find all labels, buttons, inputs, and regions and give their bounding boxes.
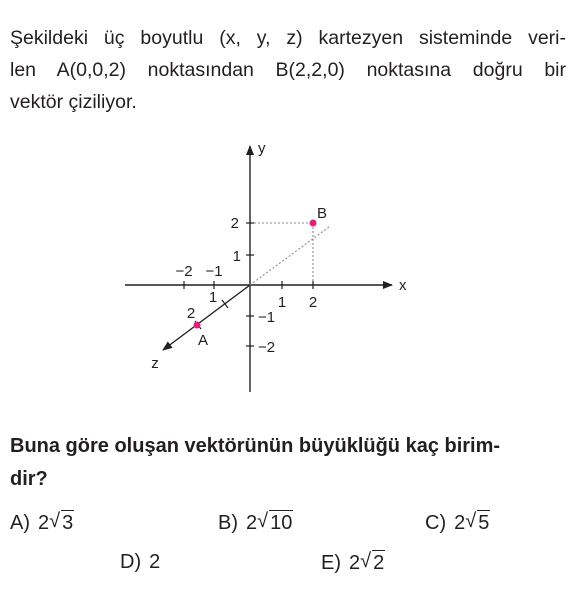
choice-e-coefficient: 2 [349,552,361,574]
point-a-label: A [197,332,209,349]
choice-d-label: D) [120,551,142,573]
choice-b[interactable] [218,510,293,535]
choice-c[interactable] [425,510,490,535]
z-axis-label: z [151,355,159,372]
choice-a-label: A) [10,512,30,534]
choice-a[interactable] [10,510,74,535]
question-prompt [10,430,566,496]
choice-e-radicand: 2 [373,552,385,574]
z-tick-label: 2 [186,305,196,322]
choice-d-value: 2 [149,551,161,573]
choice-c-coefficient: 2 [454,512,466,534]
choice-e-label: E) [321,552,341,574]
z-tick-label: 1 [208,289,218,306]
square-root [49,510,74,535]
choice-b-radicand: 10 [270,512,293,534]
choice-c-label: C) [425,512,447,534]
radical-sign-icon: √ [257,510,269,532]
square-root [257,510,293,535]
x-tick-label: −1 [205,263,223,280]
choice-c-radicand: 5 [478,512,490,534]
prompt-line-1: Buna göre oluşan vektörünün büyüklüğü kaç birim- [10,435,501,457]
radical-sign-icon: √ [465,510,477,532]
y-axis-label: y [258,140,266,157]
prompt-line-2: dir? [10,468,48,490]
x-tick-label: 1 [277,294,287,311]
choice-e[interactable] [321,550,385,575]
x-axis-label: x [399,277,407,294]
stem-line-1: Şekildeki üç boyutlu (x, y, z) kartezyen sisteminde veri- [10,27,566,49]
choice-b-label: B) [218,512,238,534]
x-tick-label: 2 [308,294,318,311]
point-b-label: B [316,205,328,222]
square-root [360,550,385,575]
y-tick-label: −2 [258,339,276,356]
y-tick-label: −1 [258,309,276,326]
x-tick-label: −2 [175,263,193,280]
choice-b-coefficient: 2 [246,512,258,534]
diagonal-dashed-line [250,227,329,285]
radical-sign-icon: √ [360,550,372,572]
y-tick-label: 1 [232,248,241,265]
z-tick-mark [222,300,228,308]
choice-d[interactable] [120,550,160,574]
stem-line-2: len A(0,0,2) noktasından B(2,2,0) noktasına doğru bir [10,59,566,81]
y-tick-label: 2 [230,215,239,232]
point-b-marker [310,220,317,227]
square-root [465,510,490,535]
choice-a-coefficient: 2 [38,512,50,534]
radical-sign-icon: √ [49,510,61,532]
stem-line-3: vektör çiziliyor. [10,91,137,113]
point-a-marker [194,322,201,329]
choice-a-radicand: 3 [62,512,74,534]
